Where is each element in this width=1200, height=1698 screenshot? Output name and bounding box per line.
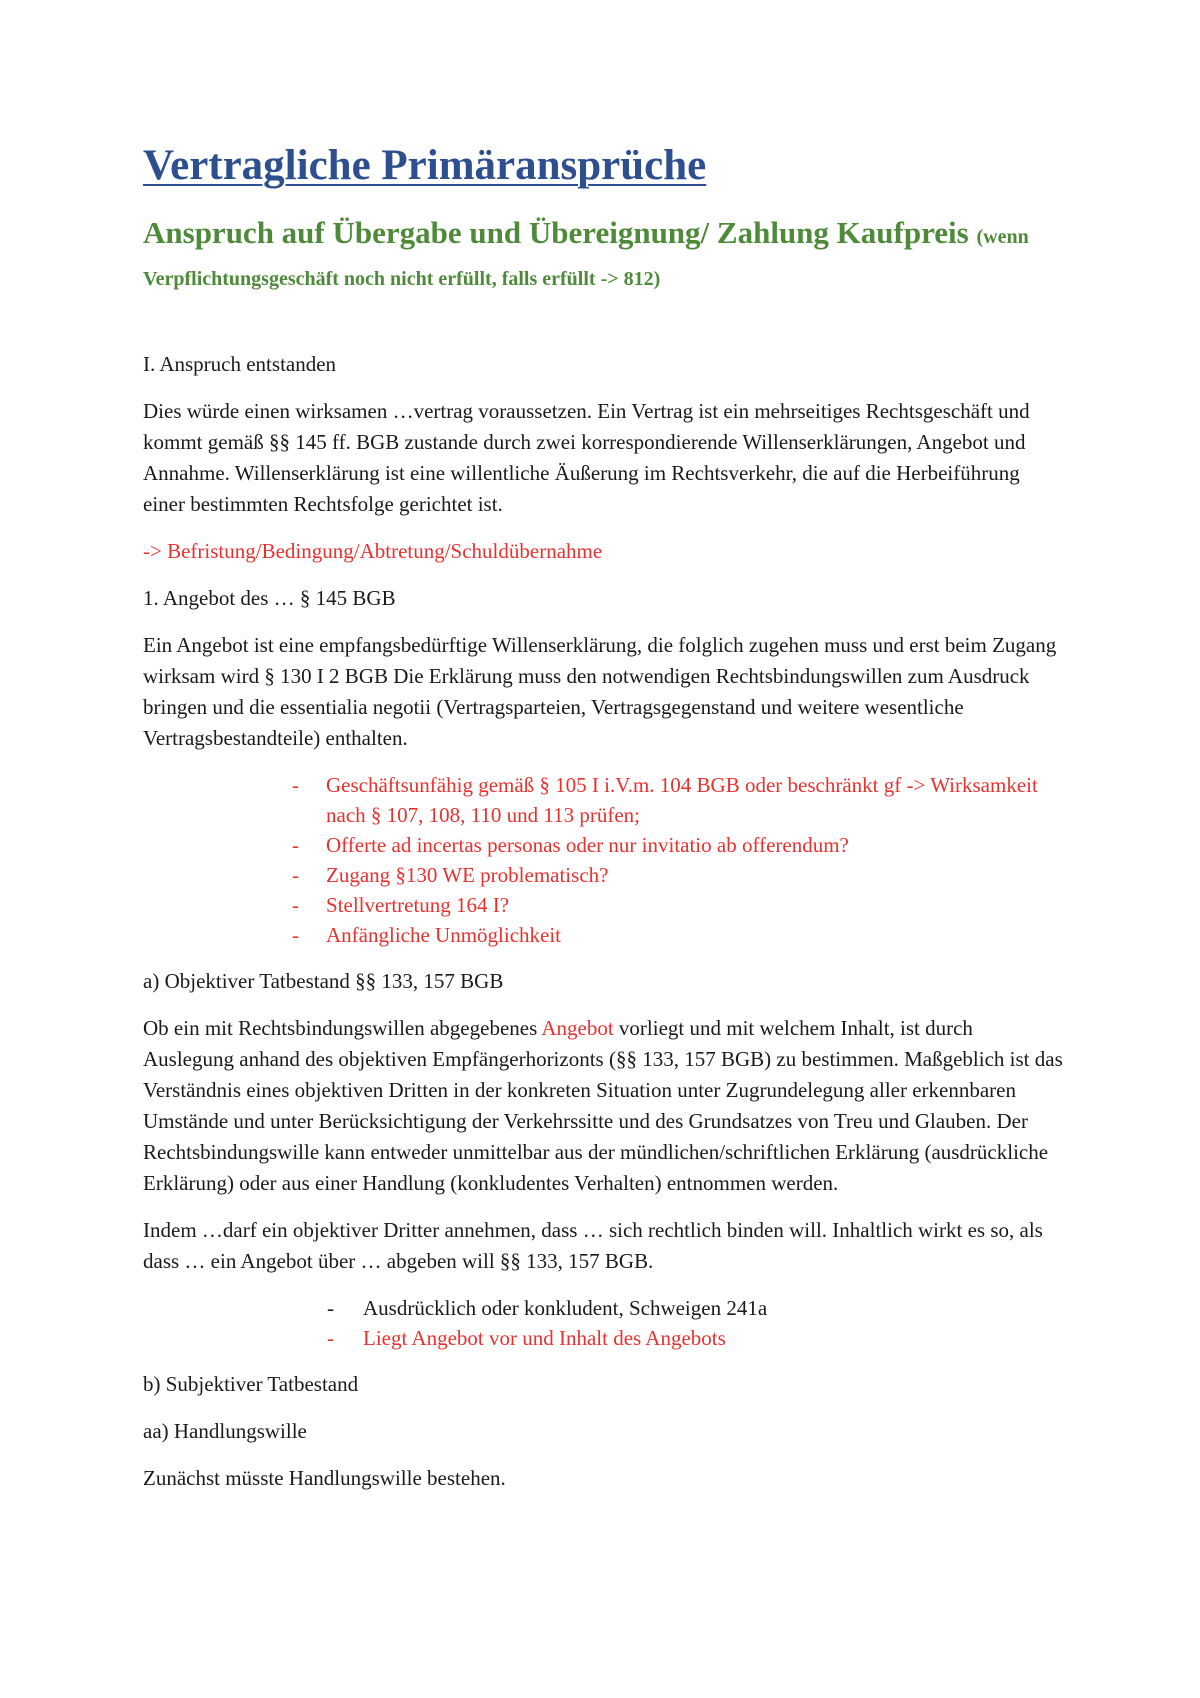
- paragraph-text: vorliegt und mit welchem Inhalt, ist durch Auslegung anhand des objektiven Empfängerhorizonts (§§ 133, 157 BGB) zu bestimmen. Maßgeblich ist das Verständnis eines objektiven Dritten in der konkreten Situation unter Zugrundelegung aller erkennbaren Umstände und unter Berücksichtigung der Verkehrssitte und des Grundsatzes von Treu und Glauben. Der Rechtsbindungswille kann entweder unmittelbar aus der mündlichen/schriftlichen Erklärung (ausdrückliche Erklärung) oder aus einer Handlung (konkludentes Verhalten) entnommen werden.: [143, 1016, 1063, 1196]
- list-item-text: Ausdrücklich oder konkludent, Schweigen 241a: [363, 1296, 768, 1321]
- section-heading: [143, 212, 1063, 298]
- paragraph-indem: Indem …darf ein objektiver Dritter annehmen, dass … sich rechtlich binden will. Inhaltlich wirkt es so, als dass … ein Angebot über … abgeben will §§ 133, 157 BGB.: [143, 1218, 1043, 1274]
- list-item: [292, 890, 1063, 920]
- paragraph-angebot: Ein Angebot ist eine empfangsbedürftige Willenserklärung, die folglich zugehen muss und erst beim Zugang wirksam wird § 130 I 2 BGB Die Erklärung muss den notwendigen Rechtsbindungswillen zum Ausdruck bringen und die essentialia negotii (Vertragsparteien, Vertragsgegenstand und weitere wesentliche Vertragsbestandteile) enthalten.: [143, 633, 1057, 751]
- dash-bullet: -: [292, 863, 299, 888]
- paragraph-text: Ob ein mit Rechtsbindungswillen abgegebenes: [143, 1016, 542, 1041]
- list-item: [292, 920, 1063, 950]
- dash-bullet: -: [292, 923, 299, 948]
- heading-subjektiver-tatbestand: b) Subjektiver Tatbestand: [143, 1372, 359, 1397]
- section-heading-main: Anspruch auf Übergabe und Übereignung/ Zahlung Kaufpreis: [143, 214, 969, 250]
- list-item: [292, 860, 1063, 890]
- heading-handlungswille: aa) Handlungswille: [143, 1419, 307, 1444]
- paragraph-handlungswille: Zunächst müsste Handlungswille bestehen.: [143, 1466, 506, 1491]
- dash-bullet: -: [292, 773, 299, 798]
- heading-anspruch-entstanden: I. Anspruch entstanden: [143, 352, 337, 377]
- checklist-auslegung: [143, 1293, 1063, 1353]
- list-item-text: Geschäftsunfähig gemäß § 105 I i.V.m. 104 BGB oder beschränkt gf -> Wirksamkeit nach § 107, 108, 110 und 113 prüfen;: [326, 773, 1038, 828]
- list-item: [327, 1323, 1063, 1353]
- list-item: [327, 1293, 1063, 1323]
- dash-bullet: -: [327, 1326, 334, 1351]
- list-item-text: Liegt Angebot vor und Inhalt des Angebots: [363, 1326, 726, 1351]
- list-item: [292, 770, 1063, 830]
- highlight-angebot: Angebot: [541, 1016, 614, 1041]
- dash-bullet: -: [292, 833, 299, 858]
- dash-bullet: -: [327, 1296, 334, 1321]
- paragraph-vertrag: Dies würde einen wirksamen …vertrag voraussetzen. Ein Vertrag ist ein mehrseitiges Rechtsgeschäft und kommt gemäß §§ 145 ff. BGB zustande durch zwei korrespondierende Willenserklärungen, Angebot und Annahme. Willenserklärung ist eine willentliche Äußerung im Rechtsverkehr, die auf die Herbeiführung einer bestimmten Rechtsfolge gerichtet ist.: [143, 399, 1030, 517]
- list-item-text: Zugang §130 WE problematisch?: [326, 863, 609, 888]
- list-item-text: Anfängliche Unmöglichkeit: [326, 923, 562, 948]
- dash-bullet: -: [292, 893, 299, 918]
- section-heading-note: (wenn Verpflichtungsgeschäft noch nicht erfüllt, falls erfüllt -> 812): [143, 225, 1029, 291]
- checklist-angebot: [143, 770, 1063, 950]
- paragraph-objektiver-tatbestand: [143, 1013, 1063, 1199]
- document-title: Vertragliche Primäransprüche: [143, 142, 707, 189]
- list-item-text: Offerte ad incertas personas oder nur invitatio ab offerendum?: [326, 833, 849, 858]
- heading-objektiver-tatbestand: a) Objektiver Tatbestand §§ 133, 157 BGB: [143, 969, 504, 994]
- document-page: [143, 140, 1063, 1510]
- list-item-text: Stellvertretung 164 I?: [326, 893, 510, 918]
- note-befristung: -> Befristung/Bedingung/Abtretung/Schuldübernahme: [143, 539, 603, 564]
- heading-angebot: 1. Angebot des … § 145 BGB: [143, 586, 396, 611]
- list-item: [292, 830, 1063, 860]
